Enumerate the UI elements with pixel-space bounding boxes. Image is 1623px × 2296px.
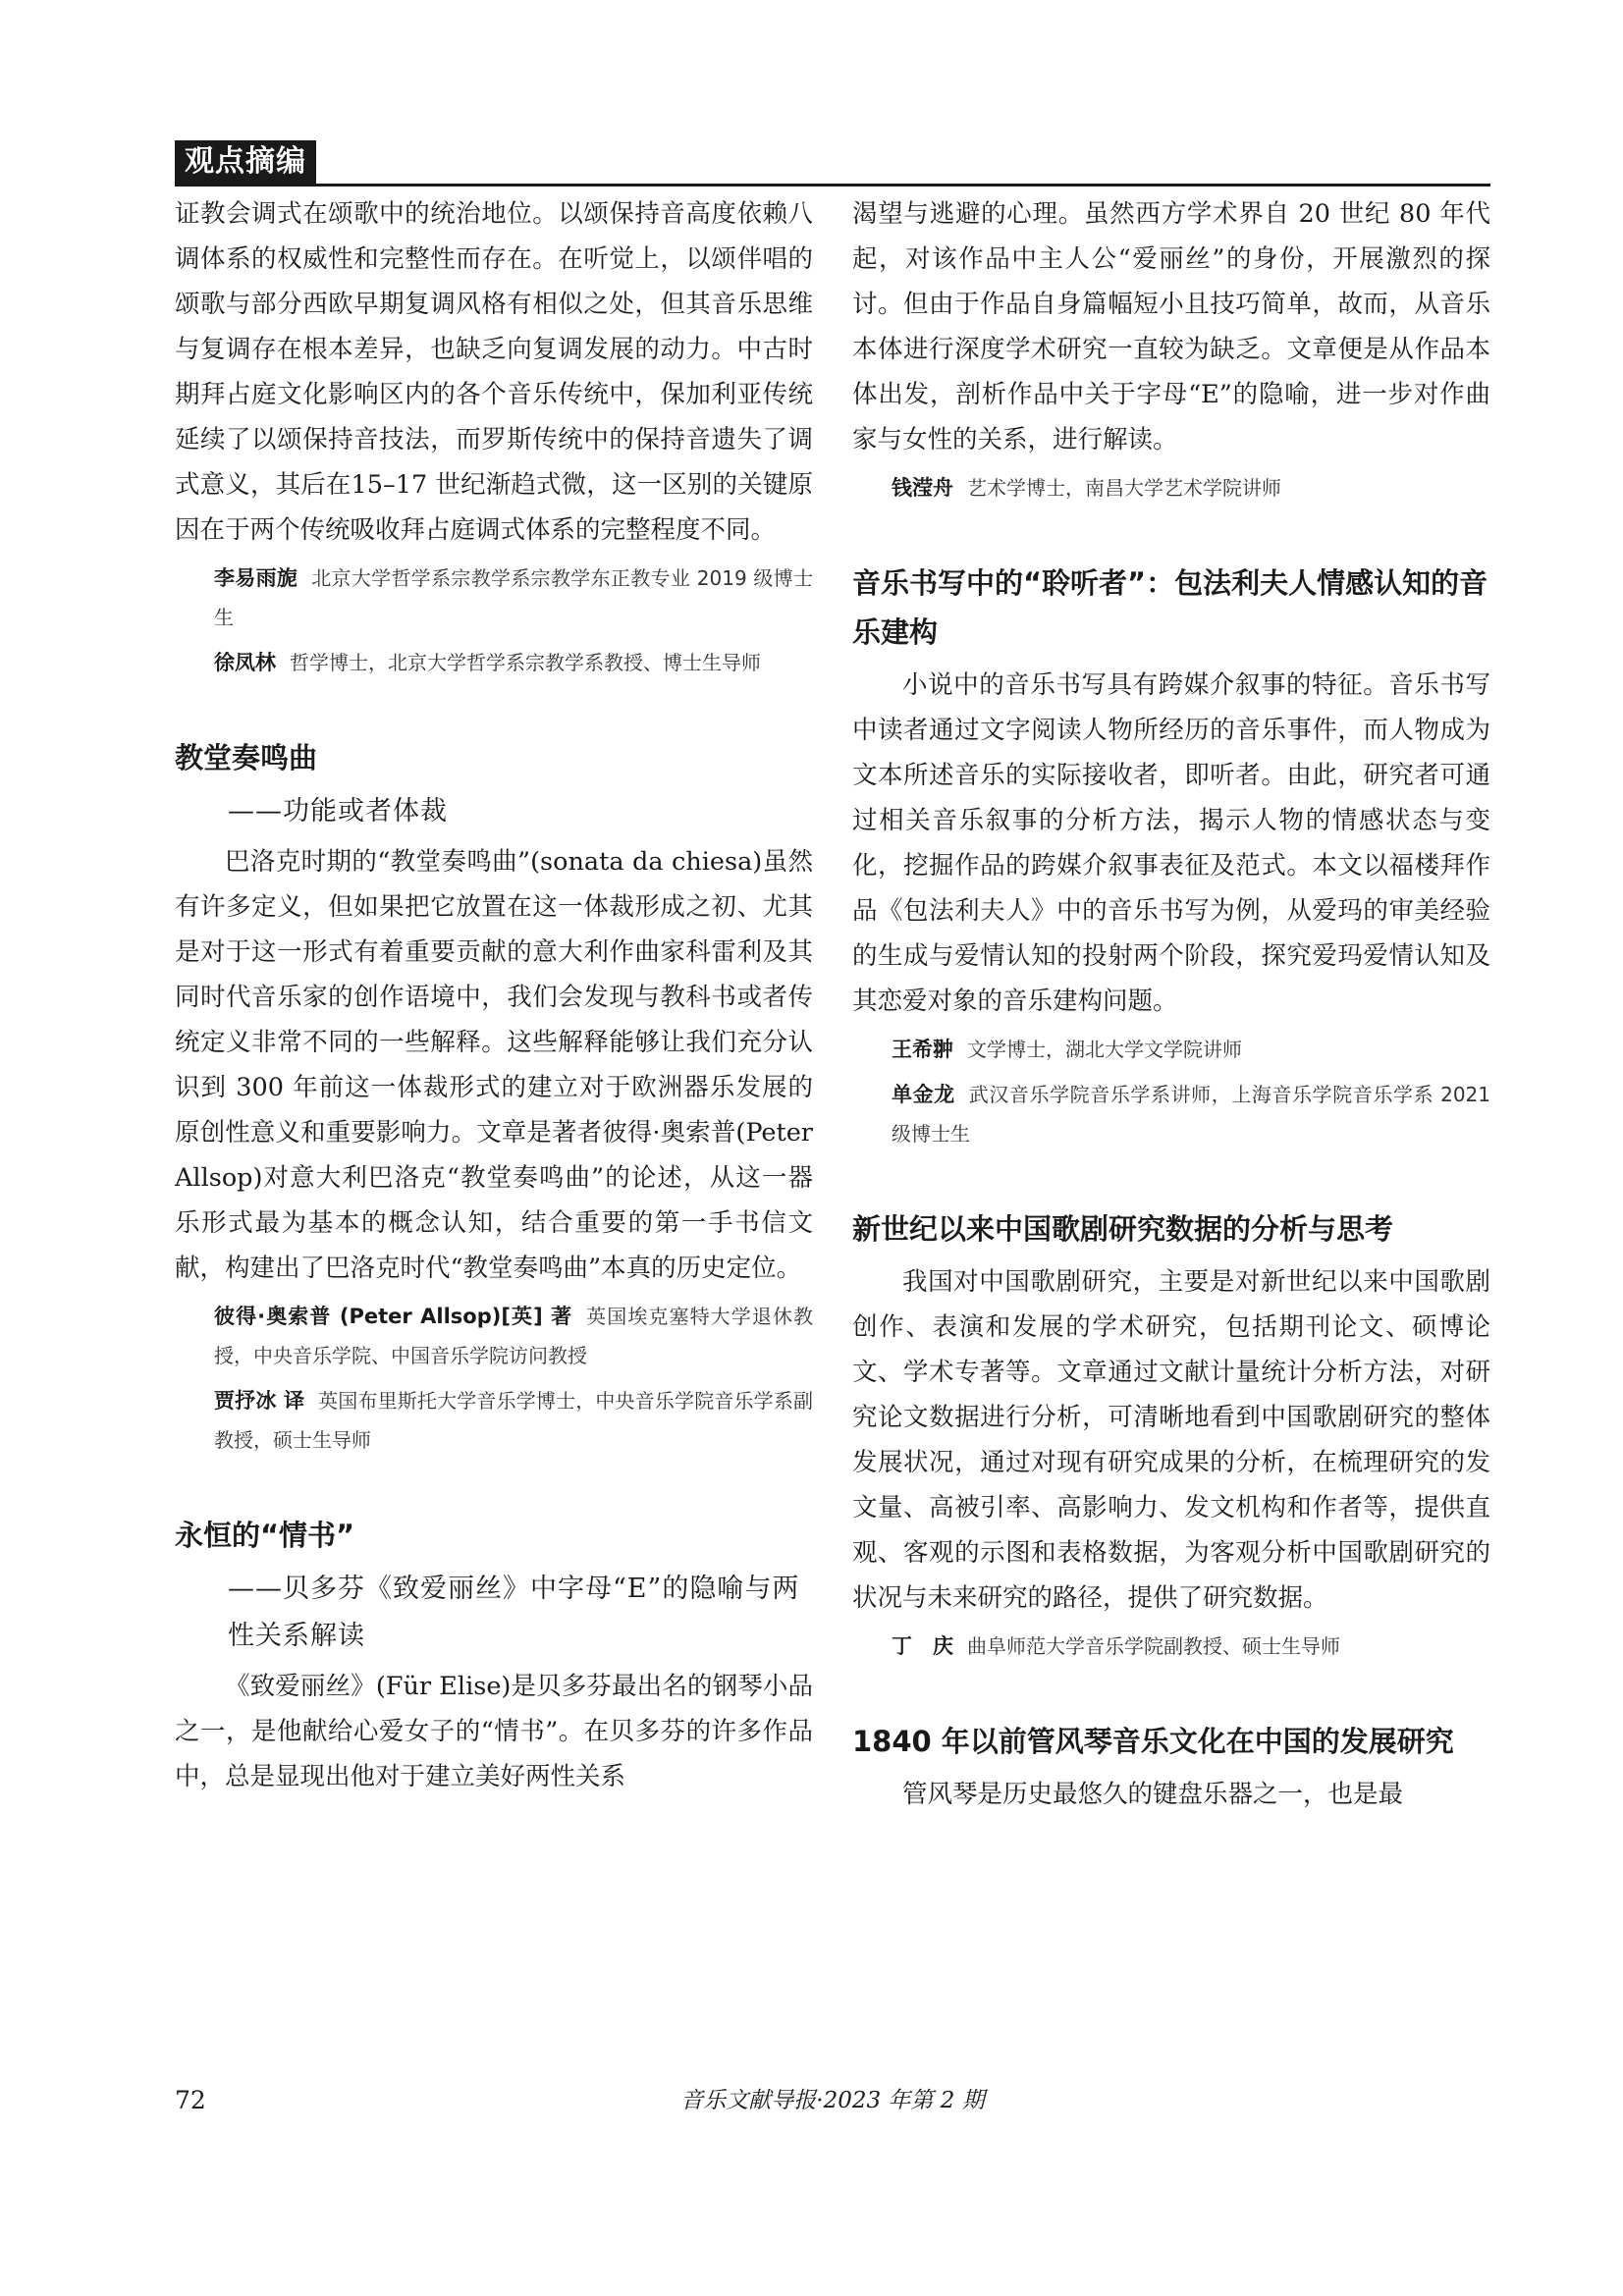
author-affiliation: 北京大学哲学系宗教学系宗教学东正教专业 2019 级博士生 [214, 566, 813, 629]
article-body: 小说中的音乐书写具有跨媒介叙事的特征。音乐书写中读者通过文字阅读人物所经历的音乐事件，而人物成为文本所述音乐的实际接收者，即听者。由此，研究者可通过相关音乐叙事的分析方法，揭示人物的情感状态与变化，挖掘作品的跨媒介叙事表征及范式。本文以福楼拜作品《包法利夫人》中的音乐书写为例，从爱玛的审美经验的生成与爱情认知的投射两个阶段，探究爱玛爱情认知及其恋爱对象的音乐建构问题。 [852, 670, 1490, 1016]
author-name: 钱滢舟 [892, 476, 953, 500]
author-name: 单金龙 [892, 1083, 955, 1106]
author-name: 贾抒冰 译 [214, 1389, 305, 1413]
article-title: 音乐书写中的“聆听者”：包法利夫人情感认知的音乐建构 [852, 566, 1488, 649]
continuation-paragraph: 渴望与逃避的心理。虽然西方学术界自 20 世纪 80 年代起，对该作品中主人公“爱丽丝”的身份，开展激烈的探讨。但由于作品自身篇幅短小且技巧简单，故而，从音乐本体进行深度学术研究一直较为缺乏。文章便是从作品本体出发，剖析作品中关于字母“E”的隐喻，进一步对作曲家与女性的关系，进行解读。 [852, 199, 1490, 454]
author-line [175, 1381, 813, 1460]
author-affiliation: 艺术学博士，南昌大学艺术学院讲师 [967, 476, 1281, 500]
author-line [852, 1627, 1490, 1666]
page-number: 72 [175, 2086, 206, 2114]
author-affiliation: 英国布里斯托大学音乐学博士，中央音乐学院音乐学系副教授，硕士生导师 [214, 1389, 814, 1452]
article-title: 教堂奏鸣曲 [175, 741, 318, 774]
section-header [175, 140, 1490, 187]
author-line [175, 559, 813, 637]
article-body: 我国对中国歌剧研究，主要是对新世纪以来中国歌剧创作、表演和发展的学术研究，包括期刊论文、硕博论文、学术专著等。文章通过文献计量统计分析方法，对研究论文数据进行分析，可清晰地看到中国歌剧研究的整体发展状况，通过对现有研究成果的分析，在梳理研究的发文量、高被引率、高影响力、发文机构和作者等，提供直观、客观的示图和表格数据，为客观分析中国歌剧研究的状况与未来研究的路径，提供了研究数据。 [852, 1267, 1490, 1613]
author-line [852, 1030, 1490, 1069]
section-tag: 观点摘编 [175, 140, 316, 184]
author-affiliation: 武汉音乐学院音乐学系讲师，上海音乐学院音乐学系 2021 级博士生 [892, 1083, 1490, 1146]
article-subtitle: ——贝多芬《致爱丽丝》中字母“E”的隐喻与两性关系解读 [228, 1574, 800, 1651]
intro-paragraph: 证教会调式在颂歌中的统治地位。以颂保持音高度依赖八调体系的权威性和完整性而存在。在听觉上，以颂伴唱的颂歌与部分西欧早期复调风格有相似之处，但其音乐思维与复调存在根本差异，也缺乏向复调发展的动力。中古时期拜占庭文化影响区内的各个音乐传统中，保加利亚传统延续了以颂保持音技法，而罗斯传统中的保持音遗失了调式意义，其后在15–17 世纪渐趋式微，这一区别的关键原因在于两个传统吸收拜占庭调式体系的完整程度不同。 [175, 199, 813, 545]
author-name: 丁 庆 [892, 1634, 953, 1658]
author-affiliation: 哲学博士，北京大学哲学系宗教学系教授、博士生导师 [290, 651, 761, 674]
author-line [175, 1297, 813, 1375]
author-name: 彼得·奥索普 (Peter Allsop)[英] 著 [214, 1305, 573, 1328]
article-body: 《致爱丽丝》(Für Elise)是贝多芬最出名的钢琴小品之一，是他献给心爱女子的“情书”。在贝多芬的许多作品中，总是显现出他对于建立美好两性关系 [175, 1672, 813, 1791]
article-body: 巴洛克时期的“教堂奏鸣曲”(sonata da chiesa)虽然有许多定义，但如果把它放置在这一体裁形成之初、尤其是对于这一形式有着重要贡献的意大利作曲家科雷利及其同时代音乐家的创作语境中，我们会发现与教科书或者传统定义非常不同的一些解释。这些解释能够让我们充分认识到 300 年前这一体裁形式的建立对于欧洲器乐发展的原创性意义和重要影响力。文章是著者彼得·奥索普(Peter Allsop)对意大利巴洛克“教堂奏鸣曲”的论述，从这一器乐形式最为基本的概念认知，结合重要的第一手书信文献，构建出了巴洛克时代“教堂奏鸣曲”本真的历史定位。 [175, 847, 813, 1283]
page-footer [175, 2081, 1490, 2120]
article-title: 新世纪以来中国歌剧研究数据的分析与思考 [852, 1212, 1394, 1246]
article-subtitle: ——功能或者体裁 [228, 796, 448, 827]
article-body: 管风琴是历史最悠久的键盘乐器之一，也是最 [902, 1780, 1404, 1809]
author-line [852, 1075, 1490, 1153]
author-affiliation: 文学博士，湖北大学文学院讲师 [967, 1038, 1242, 1061]
right-column [852, 191, 1490, 1817]
journal-name: 音乐文献导报·2023 年第 2 期 [680, 2088, 985, 2113]
author-name: 徐凤林 [214, 651, 276, 674]
author-affiliation: 曲阜师范大学音乐学院副教授、硕士生导师 [967, 1634, 1340, 1658]
author-line [175, 643, 813, 682]
author-line [852, 468, 1490, 507]
article-title: 1840 年以前管风琴音乐文化在中国的发展研究 [852, 1725, 1454, 1758]
left-column [175, 191, 813, 1799]
author-affiliation: 英国埃克塞特大学退休教授，中央音乐学院、中国音乐学院访问教授 [214, 1305, 813, 1367]
author-name: 王希翀 [892, 1038, 953, 1061]
author-name: 李易雨旎 [214, 566, 298, 590]
article-title: 永恒的“情书” [175, 1519, 355, 1552]
